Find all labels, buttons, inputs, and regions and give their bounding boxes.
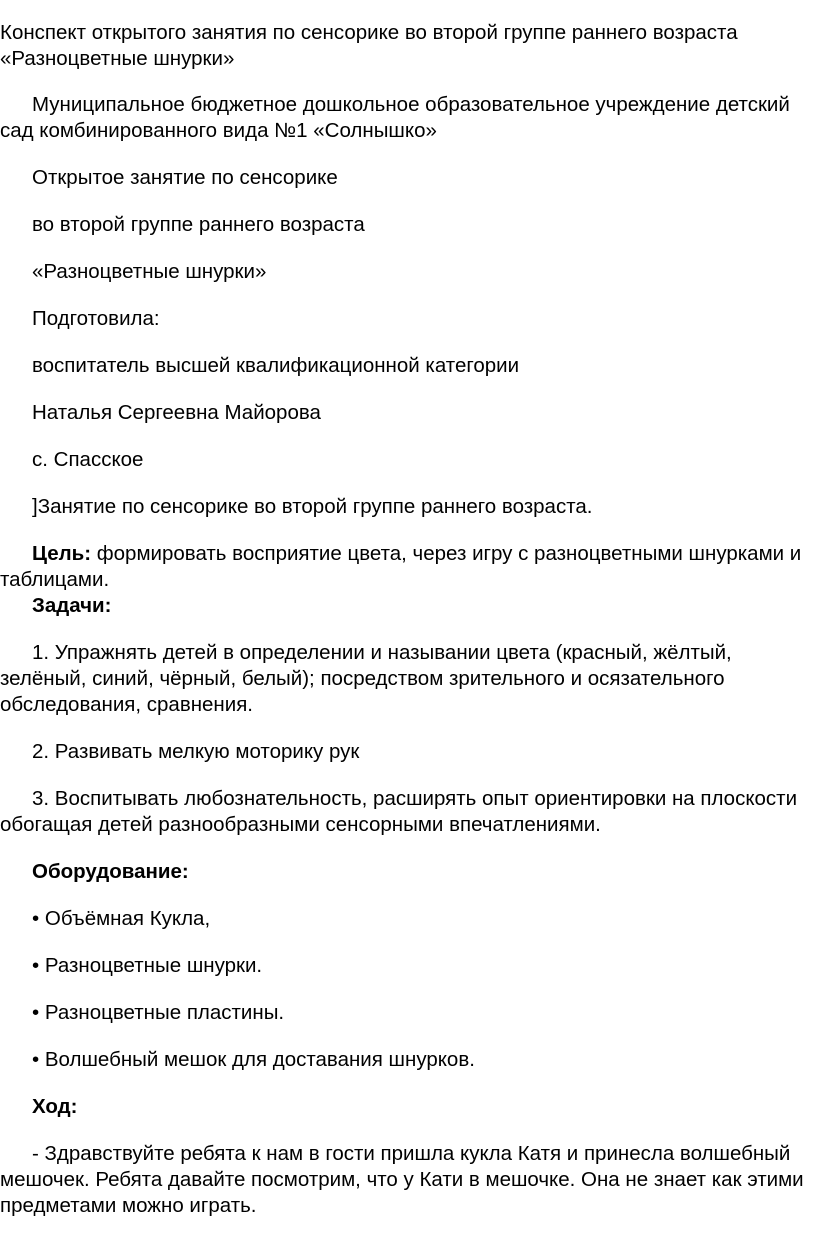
course-text: - Здравствуйте ребята к нам в гости пришла кукла Катя и принесла волшебный мешочек. Ребята давайте посмотрим, что у Кати в мешочке. Она не знает как этими предметами можно играть. [0, 1142, 804, 1217]
equipment-item: • Разноцветные пластины. [32, 1001, 285, 1024]
task-item: 3. Воспитывать любознательность, расширять опыт ориентировки на плоскости обогащая детей разнообразными сенсорными впечатлениями. [0, 787, 798, 836]
cover-line: «Разноцветные шнурки» [32, 260, 267, 283]
cover-line: воспитатель высшей квалификационной категории [32, 354, 520, 377]
document-title: Конспект открытого занятия по сенсорике во второй группе раннего возраста «Разноцветные шнурки» [0, 21, 738, 70]
tasks-label: Задачи: [32, 594, 112, 617]
cover-line: Подготовила: [32, 307, 160, 330]
goal-label: Цель: [32, 542, 92, 565]
task-item: 2. Развивать мелкую моторику рук [32, 740, 360, 763]
village-name: с. Спасское [32, 448, 144, 471]
course-label: Ход: [32, 1095, 78, 1118]
equipment-item: • Объёмная Кукла, [32, 907, 211, 930]
equipment-item: • Волшебный мешок для доставания шнурков. [32, 1048, 475, 1071]
goal-paragraph [0, 541, 816, 593]
document-page [0, 20, 816, 1219]
lesson-heading: ]Занятие по сенсорике во второй группе раннего возраста. [32, 495, 593, 518]
cover-line: во второй группе раннего возраста [32, 213, 365, 236]
goal-text: формировать восприятие цвета, через игру с разноцветными шнурками и таблицами. [0, 542, 802, 591]
task-item: 1. Упражнять детей в определении и назывании цвета (красный, жёлтый, зелёный, синий, чёрный, белый); посредством зрительного и осязательного обследования, сравнения. [0, 641, 732, 716]
cover-line: Открытое занятие по сенсорике [32, 166, 338, 189]
author-name: Наталья Сергеевна Майорова [32, 401, 321, 424]
equipment-label: Оборудование: [32, 860, 189, 883]
equipment-item: • Разноцветные шнурки. [32, 954, 263, 977]
institution-name: Муниципальное бюджетное дошкольное образовательное учреждение детский сад комбинированного вида №1 «Солнышко» [0, 93, 790, 142]
